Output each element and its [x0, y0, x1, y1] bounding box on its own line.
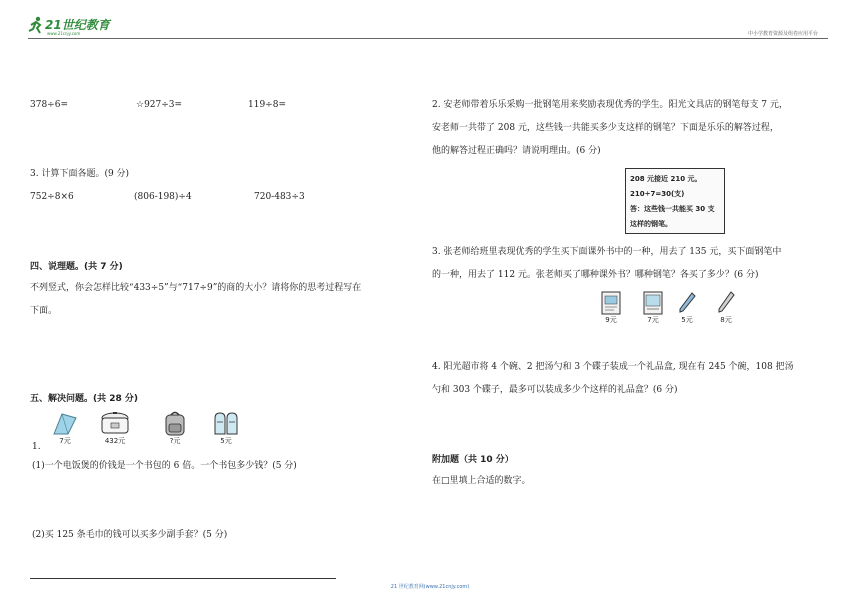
footer-text: 21 世纪教育网(www.21cnjy.com) — [390, 584, 470, 590]
pen-1-price: 5元 — [681, 316, 693, 324]
solution-line-3: 答：这些钱一共能买 30 支 — [630, 205, 715, 213]
q3r-line-2: 的一种，用去了 112 元。张老师买了哪种课外书？哪种钢笔？各买了多少？(6 分) — [432, 270, 759, 280]
book-1-price: 9元 — [605, 316, 617, 324]
gloves-price: 5元 — [220, 437, 232, 445]
backpack-price: ?元 — [169, 437, 181, 445]
extra-line: 在□里填上合适的数字。 — [432, 476, 531, 486]
section-4-line-2: 下面。 — [30, 306, 58, 316]
rice-cooker-icon — [99, 410, 131, 436]
extra-title: 附加题（共 10 分） — [432, 455, 514, 465]
gloves-icon — [211, 410, 241, 436]
book-2-price: 7元 — [647, 316, 659, 324]
book-icon — [642, 291, 664, 315]
q2-line-2: 安老师一共带了 208 元，这些钱一共能买多少支这样的钢笔？下面是乐乐的解答过程， — [432, 123, 779, 133]
calc-3: 720-483÷3 — [254, 192, 305, 202]
backpack-picture — [160, 410, 190, 446]
q2-line-3: 他的解答过程正确吗？请说明理由。(6 分) — [432, 146, 601, 156]
backpack-icon — [162, 410, 188, 436]
solution-box — [625, 168, 725, 234]
towel-icon — [52, 412, 78, 436]
section-5-title: 五、解决问题。(共 28 分) — [30, 394, 139, 404]
book-2-picture — [640, 291, 666, 325]
division-1: 378÷6= — [30, 100, 68, 110]
logo-runner-icon — [28, 16, 44, 34]
pen-1-picture — [676, 291, 698, 325]
footer-rule — [30, 578, 336, 579]
q4-line-2: 勺和 303 个碟子，最多可以装成多少个这样的礼品盒？(6 分) — [432, 385, 678, 395]
header-rule — [28, 38, 828, 39]
header-logo — [28, 14, 118, 38]
solution-line-4: 这样的钢笔。 — [630, 220, 672, 228]
pen-icon — [677, 291, 697, 315]
q4-line-1: 4. 阳光超市将 4 个碗、2 把汤勺和 3 个碟子装成一个礼品盒, 现在有 245 个碗，108 把汤 — [432, 362, 794, 372]
pen-2-picture — [714, 291, 738, 325]
book-icon — [600, 291, 622, 315]
division-3: 119÷8= — [248, 100, 286, 110]
calc-1: 752÷8×6 — [30, 192, 74, 202]
rice-cooker-price: 432元 — [104, 437, 126, 445]
platform-name: 中小学教育资源及组卷应用平台 — [747, 31, 818, 37]
solution-line-2: 210÷7=30(支) — [630, 190, 685, 198]
section-4-title: 四、说理题。(共 7 分) — [30, 262, 123, 272]
rice-cooker-picture — [97, 410, 133, 446]
gloves-picture — [210, 410, 242, 446]
q3r-line-1: 3. 张老师给班里表现优秀的学生买下面课外书中的一种，用去了 135 元，买下面钢笔中 — [432, 247, 782, 257]
towel-picture — [50, 412, 80, 446]
logo-url: www.21cnjy.com — [47, 31, 81, 36]
division-2: ☆927÷3= — [136, 100, 183, 110]
book-1-picture — [598, 291, 624, 325]
q1-part-1: (1)一个电饭煲的价钱是一个书包的 6 倍。一个书包多少钱？(5 分) — [32, 461, 297, 471]
calc-2: (806-198)÷4 — [134, 192, 192, 202]
logo-text: 21世纪教育 — [45, 18, 110, 32]
q2-line-1: 2. 安老师带着乐乐采购一批钢笔用来奖励表现优秀的学生。阳光文具店的钢笔每支 7 元， — [432, 100, 788, 110]
solution-line-1: 208 元接近 210 元。 — [630, 175, 702, 183]
q1-part-2: (2)买 125 条毛巾的钱可以买多少副手套？(5 分) — [32, 530, 228, 540]
pen-2-price: 8元 — [720, 316, 732, 324]
towel-price: 7元 — [59, 437, 71, 445]
pen-icon — [716, 291, 736, 315]
section-4-line-1: 不列竖式，你会怎样比较“433÷5”与“717÷9”的商的大小？请将你的思考过程写在 — [30, 283, 362, 293]
q1-number: 1. — [32, 442, 41, 452]
q3-title: 3. 计算下面各题。(9 分) — [30, 169, 130, 179]
